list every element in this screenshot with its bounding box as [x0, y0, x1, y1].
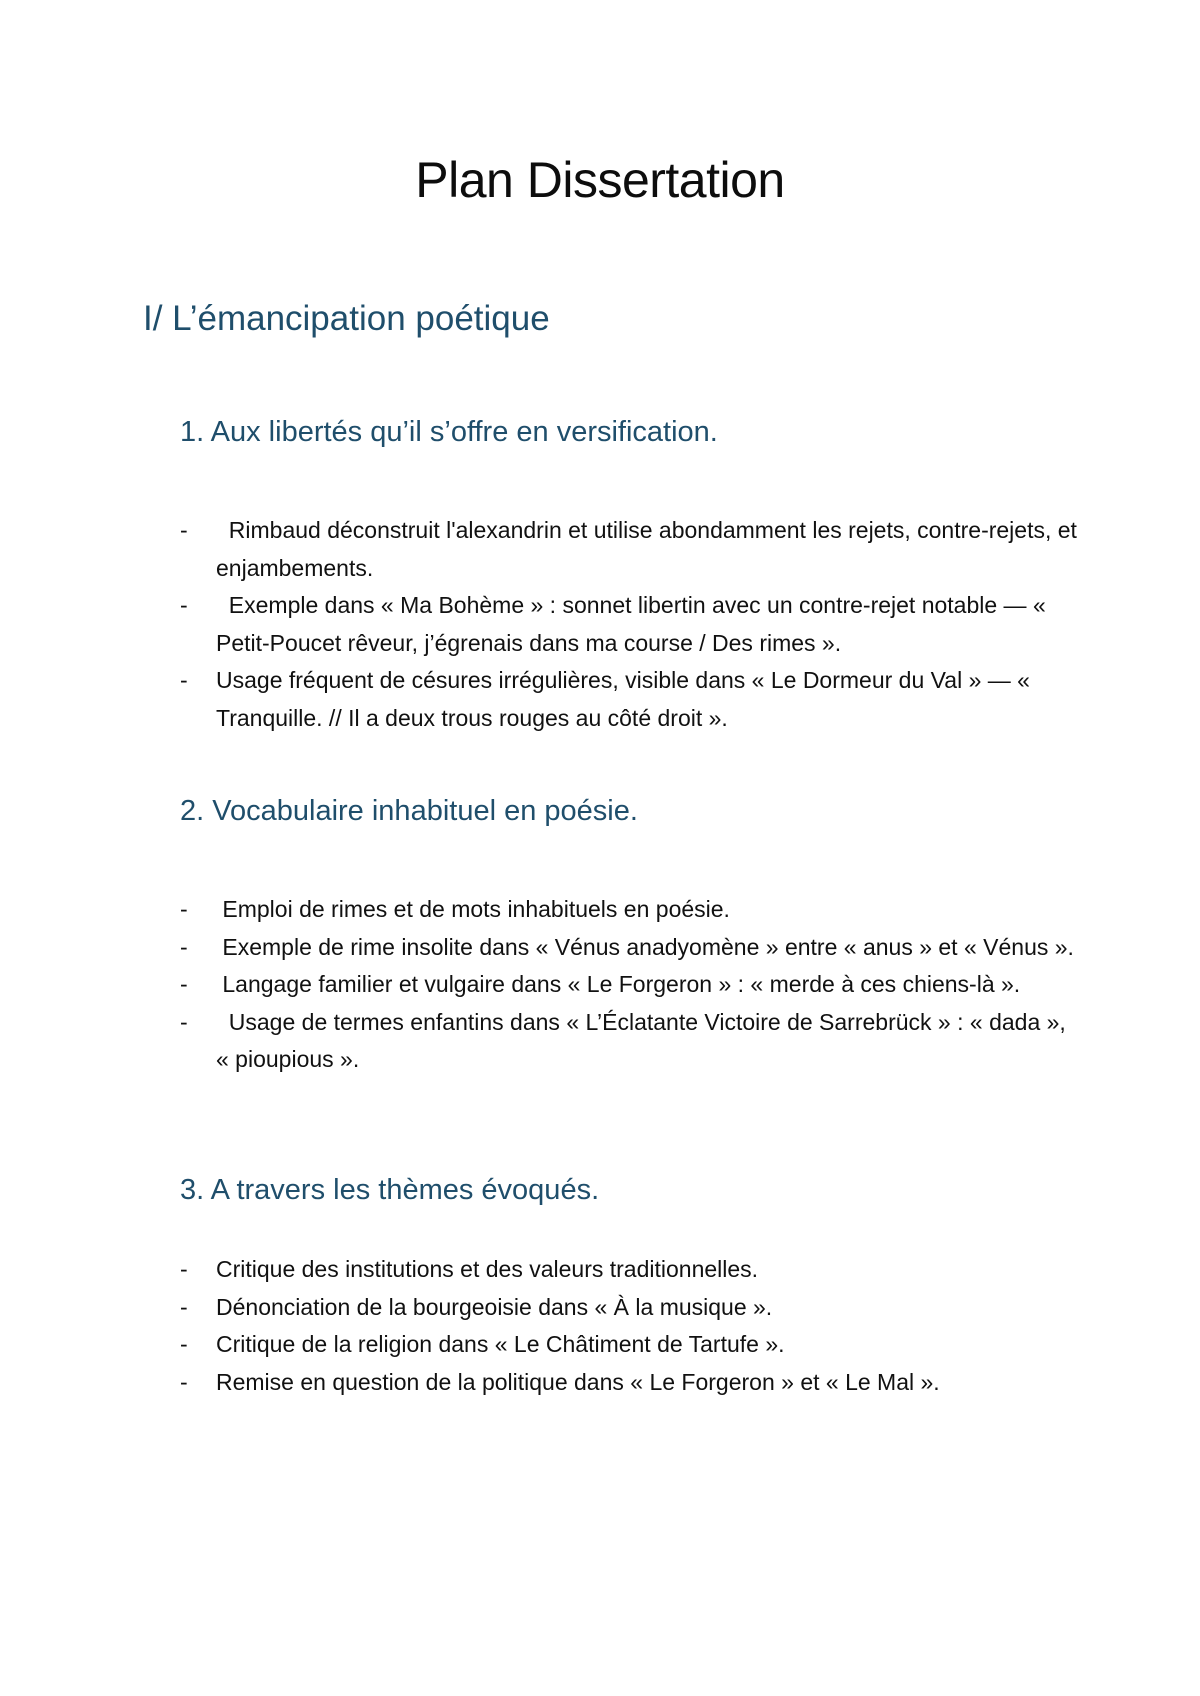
bullet-text: Critique de la religion dans « Le Châtiment de Tartufe ».	[216, 1331, 785, 1357]
bullet-text: Rimbaud déconstruit l'alexandrin et utilise abondamment les rejets, contre-rejets, et enjambements.	[216, 517, 1084, 581]
bullet-text: Usage fréquent de césures irrégulières, visible dans « Le Dormeur du Val » — « Tranquille. // Il a deux trous rouges au côté droit ».	[216, 667, 1036, 731]
list-item	[180, 587, 1080, 662]
section-2-heading	[180, 793, 638, 829]
section-1-heading-text: Aux libertés qu’il s’offre en versification.	[210, 416, 718, 448]
dash-marker: -	[180, 1293, 188, 1320]
dash-marker: -	[180, 971, 188, 997]
dash-marker: -	[180, 517, 188, 543]
section-2-number: 2.	[180, 795, 205, 827]
bullet-text: Langage familier et vulgaire dans « Le Forgeron » : « merde à ces chiens-là ».	[216, 971, 1021, 997]
list-item	[180, 512, 1084, 587]
dash-marker: -	[180, 592, 188, 618]
list-item	[180, 929, 1080, 967]
bullet-text: Dénonciation de la bourgeoisie dans « À la musique ».	[216, 1293, 773, 1320]
list-item	[180, 1251, 1080, 1289]
section-1-number: 1.	[180, 416, 205, 448]
bullet-text: Critique des institutions et des valeurs traditionnelles.	[216, 1256, 759, 1282]
dash-marker: -	[180, 896, 188, 922]
section-3-bullet-list	[180, 1251, 1080, 1401]
dash-marker: -	[180, 1368, 188, 1395]
list-item	[180, 1364, 1080, 1402]
section-1-heading	[180, 414, 718, 450]
section-2-bullet-list	[180, 891, 1080, 1079]
list-item	[180, 1289, 1080, 1327]
document-title: Plan Dissertation	[415, 152, 785, 208]
bullet-text: Remise en question de la politique dans « Le Forgeron » et « Le Mal ».	[216, 1368, 940, 1395]
dash-marker: -	[180, 1008, 188, 1035]
bullet-text: Exemple de rime insolite dans « Vénus anadyomène » entre « anus » et « Vénus ».	[216, 933, 1074, 960]
list-item	[180, 891, 1080, 929]
dash-marker: -	[180, 1256, 188, 1282]
list-item	[180, 662, 1080, 737]
dash-marker: -	[180, 667, 188, 693]
section-2-heading-text: Vocabulaire inhabituel en poésie.	[212, 795, 638, 827]
list-item	[180, 1326, 1080, 1364]
bullet-text: Exemple dans « Ma Bohème » : sonnet libertin avec un contre-rejet notable — « Petit-Poucet rêveur, j’égrenais dans ma course / Des rimes ».	[216, 592, 1053, 656]
bullet-text: Usage de termes enfantins dans « L’Éclatante Victoire de Sarrebrück » : « dada », « pioupious ».	[216, 1008, 1073, 1072]
bullet-text: Emploi de rimes et de mots inhabituels en poésie.	[216, 896, 730, 922]
section-3-number: 3.	[180, 1174, 205, 1206]
section-3-heading-text: A travers les thèmes évoqués.	[210, 1174, 600, 1206]
dash-marker: -	[180, 1331, 188, 1357]
section-1-bullet-list	[180, 512, 1084, 737]
section-3-heading	[180, 1172, 599, 1208]
list-item	[180, 1004, 1080, 1079]
list-item	[180, 966, 1080, 1004]
part-heading: I/ L’émancipation poétique	[143, 299, 550, 338]
dash-marker: -	[180, 933, 188, 960]
